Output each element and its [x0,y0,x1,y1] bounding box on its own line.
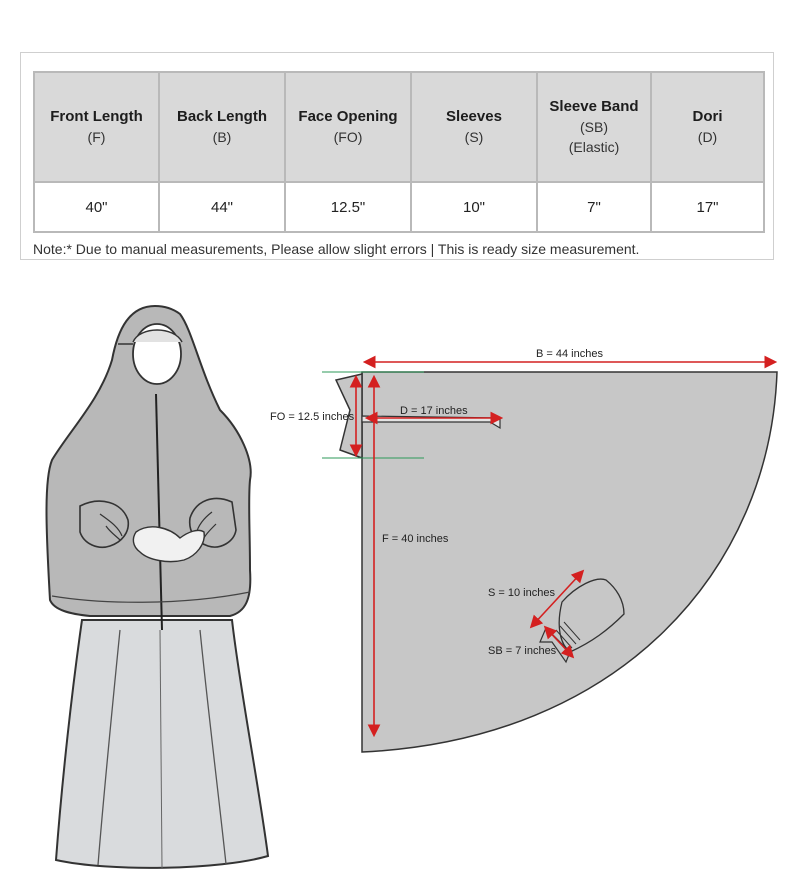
size-chart-table [33,71,765,233]
table-row [34,182,764,232]
value-back-length: 44" [159,182,285,232]
back-label: B = 44 inches [536,348,603,360]
value-face-opening: 12.5" [285,182,411,232]
front-label: F = 40 inches [382,533,449,545]
header-sleeves: Sleeves (S) [411,72,537,182]
value-sleeve-band: 7" [537,182,651,232]
dori-label: D = 17 inches [400,405,468,417]
pattern-diagram [0,270,800,887]
value-sleeves: 10" [411,182,537,232]
value-dori: 17" [651,182,764,232]
header-sleeve-band: Sleeve Band (SB) (Elastic) [537,72,651,182]
measurement-card [20,52,774,260]
value-front-length: 40" [34,182,159,232]
header-back-length: Back Length (B) [159,72,285,182]
measurement-note: Note:* Due to manual measurements, Please allow slight errors | This is ready size measurement. [33,241,640,257]
header-front-length: Front Length (F) [34,72,159,182]
table-header-row [34,72,764,182]
sleeves-label: S = 10 inches [488,587,555,599]
header-face-opening: Face Opening (FO) [285,72,411,182]
header-dori: Dori (D) [651,72,764,182]
sleeve-band-label: SB = 7 inches [488,645,557,657]
face-opening-label: FO = 12.5 inches [270,411,355,423]
pattern-piece [362,372,777,752]
